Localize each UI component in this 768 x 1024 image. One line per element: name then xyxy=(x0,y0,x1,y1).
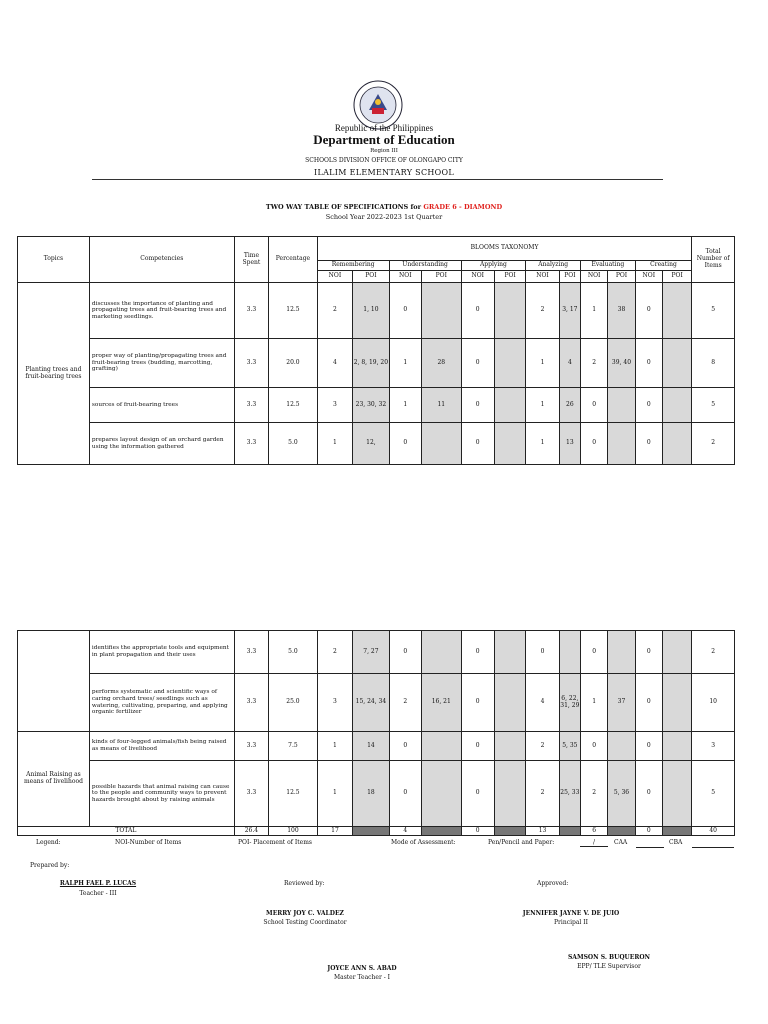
supervisor-title: EPP/ TLE Supervisor xyxy=(577,963,641,970)
header-divider xyxy=(92,179,663,180)
understanding-poi xyxy=(422,283,461,339)
total-analyzing: 13 xyxy=(526,827,559,836)
understanding-poi: 11 xyxy=(422,388,461,423)
pen-paper-mark: / xyxy=(580,839,608,847)
total-items: 2 xyxy=(692,631,735,674)
analyzing-noi: 1 xyxy=(526,339,559,388)
mode-of-assessment-label: Mode of Assessment: xyxy=(391,839,456,846)
time-spent: 3.3 xyxy=(234,339,268,388)
noi-col: NOI xyxy=(389,271,421,283)
poi-col: POI xyxy=(494,271,525,283)
pen-paper-label: Pen/Pencil and Paper: xyxy=(488,839,555,846)
topic-animal-raising: Animal Raising as means of livelihood xyxy=(18,732,90,827)
remembering-poi: 14 xyxy=(353,732,389,761)
remembering-noi: 2 xyxy=(317,283,352,339)
total-items-header: Total Number of Items xyxy=(692,237,735,283)
remembering-poi: 7, 27 xyxy=(353,631,389,674)
total-items: 5 xyxy=(692,388,735,423)
percentage: 5.0 xyxy=(269,631,318,674)
approver-title: Principal II xyxy=(554,919,588,926)
total-items: 40 xyxy=(692,827,735,836)
competency-text: possible hazards that animal raising can cause to the people and community ways to prevent hazards brought about by raising animals xyxy=(89,761,234,827)
preparer-title: Teacher - III xyxy=(79,890,117,897)
total-percentage: 100 xyxy=(269,827,318,836)
evaluating-poi xyxy=(608,732,635,761)
applying-noi: 0 xyxy=(461,423,494,465)
poi-col: POI xyxy=(353,271,389,283)
total-items: 2 xyxy=(692,423,735,465)
master-teacher-title: Master Teacher - I xyxy=(333,974,391,981)
topic-planting-trees: Planting trees and fruit-bearing trees xyxy=(18,283,90,465)
analyzing-noi: 2 xyxy=(526,732,559,761)
cba-label: CBA xyxy=(669,839,683,846)
percentage: 25.0 xyxy=(269,674,318,732)
time-spent: 3.3 xyxy=(234,732,268,761)
analyzing-poi: 6, 22, 31, 29 xyxy=(559,674,580,732)
understanding-poi xyxy=(422,761,461,827)
applying-poi xyxy=(494,388,525,423)
topics-header: Topics xyxy=(18,237,90,283)
total-poi-blank xyxy=(608,827,635,836)
remembering-noi: 4 xyxy=(317,339,352,388)
level-analyzing: Analyzing xyxy=(526,261,581,271)
blooms-header: BLOOMS TAXONOMY xyxy=(317,237,692,261)
analyzing-poi: 13 xyxy=(559,423,580,465)
level-creating: Creating xyxy=(635,261,692,271)
understanding-poi: 16, 21 xyxy=(422,674,461,732)
division-line: SCHOOLS DIVISION OFFICE OF OLONGAPO CITY xyxy=(305,157,463,164)
creating-noi: 0 xyxy=(635,283,662,339)
republic-line: Republic of the Philippines xyxy=(334,123,434,133)
applying-noi: 0 xyxy=(461,388,494,423)
understanding-poi xyxy=(422,631,461,674)
applying-poi xyxy=(494,674,525,732)
reviewer-name: MERRY JOY C. VALDEZ xyxy=(266,910,344,917)
level-applying: Applying xyxy=(461,261,526,271)
specifications-table-part2 xyxy=(17,630,735,836)
legend-poi: POI- Placement of Items xyxy=(238,839,312,846)
remembering-poi: 18 xyxy=(353,761,389,827)
evaluating-poi: 5, 36 xyxy=(608,761,635,827)
remembering-noi: 3 xyxy=(317,388,352,423)
understanding-poi xyxy=(422,423,461,465)
remembering-poi: 15, 24, 34 xyxy=(353,674,389,732)
evaluating-noi: 0 xyxy=(580,732,607,761)
evaluating-noi: 0 xyxy=(580,631,607,674)
competency-text: performs systematic and scientific ways of caring orchard trees/ seedlings such as watering, cultivating, preparing, and applying organic fertilizer xyxy=(89,674,234,732)
analyzing-poi: 4 xyxy=(559,339,580,388)
understanding-noi: 0 xyxy=(389,423,421,465)
creating-poi xyxy=(662,388,691,423)
evaluating-noi: 1 xyxy=(580,674,607,732)
competency-row xyxy=(18,339,735,388)
total-time: 26.4 xyxy=(234,827,268,836)
competency-text: prepares layout design of an orchard garden using the information gathered xyxy=(89,423,234,465)
understanding-noi: 0 xyxy=(389,761,421,827)
noi-col: NOI xyxy=(635,271,662,283)
total-creating: 0 xyxy=(635,827,662,836)
noi-col: NOI xyxy=(317,271,352,283)
evaluating-noi: 0 xyxy=(580,423,607,465)
total-poi-blank xyxy=(353,827,389,836)
analyzing-poi: 5, 35 xyxy=(559,732,580,761)
analyzing-noi: 0 xyxy=(526,631,559,674)
percentage: 12.5 xyxy=(269,761,318,827)
competency-row xyxy=(18,631,735,674)
creating-noi: 0 xyxy=(635,423,662,465)
evaluating-poi: 39, 40 xyxy=(608,339,635,388)
evaluating-noi: 0 xyxy=(580,388,607,423)
understanding-noi: 1 xyxy=(389,339,421,388)
total-poi-blank xyxy=(559,827,580,836)
analyzing-poi xyxy=(559,631,580,674)
noi-col: NOI xyxy=(461,271,494,283)
legend-noi: NOI-Number of Items xyxy=(115,839,182,846)
reviewed-by-label: Reviewed by: xyxy=(284,880,325,887)
evaluating-poi: 37 xyxy=(608,674,635,732)
analyzing-poi: 26 xyxy=(559,388,580,423)
creating-noi: 0 xyxy=(635,732,662,761)
remembering-poi: 12, xyxy=(353,423,389,465)
competency-row xyxy=(18,388,735,423)
applying-noi: 0 xyxy=(461,283,494,339)
region-line: Region III xyxy=(370,148,398,154)
applying-poi xyxy=(494,423,525,465)
school-name: ILALIM ELEMENTARY SCHOOL xyxy=(314,168,454,177)
analyzing-poi: 3, 17 xyxy=(559,283,580,339)
understanding-noi: 0 xyxy=(389,283,421,339)
percentage: 12.5 xyxy=(269,388,318,423)
applying-poi xyxy=(494,339,525,388)
percentage: 7.5 xyxy=(269,732,318,761)
understanding-noi: 2 xyxy=(389,674,421,732)
poi-col: POI xyxy=(422,271,461,283)
tos-grade: GRADE 6 - DIAMOND xyxy=(423,203,503,211)
time-spent: 3.3 xyxy=(234,283,268,339)
master-teacher-name: JOYCE ANN S. ABAD xyxy=(327,965,397,972)
creating-noi: 0 xyxy=(635,761,662,827)
percentage-header: Percentage xyxy=(269,237,318,283)
remembering-noi: 1 xyxy=(317,761,352,827)
creating-noi: 0 xyxy=(635,388,662,423)
topic-continued-blank xyxy=(18,631,90,732)
competency-row xyxy=(18,283,735,339)
noi-col: NOI xyxy=(526,271,559,283)
remembering-noi: 1 xyxy=(317,423,352,465)
competency-row xyxy=(18,674,735,732)
legend-label: Legend: xyxy=(36,839,61,846)
poi-col: POI xyxy=(559,271,580,283)
analyzing-noi: 2 xyxy=(526,283,559,339)
competency-text: sources of fruit-bearing trees xyxy=(89,388,234,423)
competency-text: identifies the appropriate tools and equipment in plant propagation and their uses xyxy=(89,631,234,674)
level-understanding: Understanding xyxy=(389,261,461,271)
prepared-by-label: Prepared by: xyxy=(30,862,70,869)
creating-poi xyxy=(662,761,691,827)
remembering-noi: 2 xyxy=(317,631,352,674)
competency-text: kinds of four-legged animals/fish being raised as means of livelihood xyxy=(89,732,234,761)
creating-noi: 0 xyxy=(635,339,662,388)
supervisor-name: SAMSON S. BUQUERON xyxy=(567,954,651,961)
time-spent: 3.3 xyxy=(234,631,268,674)
approver-name: JENNIFER JAYNE V. DE JUIO xyxy=(522,910,620,917)
department-title: Department of Education xyxy=(313,132,455,147)
tos-title xyxy=(0,203,768,211)
total-poi-blank xyxy=(422,827,461,836)
caa-label: CAA xyxy=(614,839,628,846)
understanding-noi: 0 xyxy=(389,631,421,674)
caa-blank xyxy=(636,839,664,848)
total-remembering: 17 xyxy=(317,827,352,836)
remembering-poi: 23, 30, 32 xyxy=(353,388,389,423)
total-applying: 0 xyxy=(461,827,494,836)
creating-noi: 0 xyxy=(635,674,662,732)
poi-col: POI xyxy=(662,271,691,283)
cba-blank xyxy=(692,839,734,848)
remembering-poi: 2, 8, 19, 20 xyxy=(353,339,389,388)
creating-poi xyxy=(662,283,691,339)
understanding-noi: 0 xyxy=(389,732,421,761)
creating-poi xyxy=(662,423,691,465)
evaluating-poi xyxy=(608,631,635,674)
applying-noi: 0 xyxy=(461,339,494,388)
analyzing-noi: 2 xyxy=(526,761,559,827)
analyzing-poi: 25, 33 xyxy=(559,761,580,827)
specifications-table-part1 xyxy=(17,236,735,465)
competency-text: discusses the importance of planting and propagating trees and fruit-bearing trees and marketing seedlings. xyxy=(89,283,234,339)
creating-poi xyxy=(662,674,691,732)
total-poi-blank xyxy=(494,827,525,836)
analyzing-noi: 1 xyxy=(526,388,559,423)
school-year: School Year 2022-2023 1st Quarter xyxy=(325,213,443,221)
total-items: 5 xyxy=(692,761,735,827)
level-evaluating: Evaluating xyxy=(580,261,635,271)
creating-poi xyxy=(662,732,691,761)
applying-noi: 0 xyxy=(461,631,494,674)
poi-col: POI xyxy=(608,271,635,283)
analyzing-noi: 4 xyxy=(526,674,559,732)
analyzing-noi: 1 xyxy=(526,423,559,465)
noi-col: NOI xyxy=(580,271,607,283)
level-remembering: Remembering xyxy=(317,261,389,271)
competency-row xyxy=(18,761,735,827)
applying-noi: 0 xyxy=(461,674,494,732)
evaluating-poi xyxy=(608,388,635,423)
reviewer-title: School Testing Coordinator xyxy=(263,919,347,926)
evaluating-poi xyxy=(608,423,635,465)
percentage: 5.0 xyxy=(269,423,318,465)
competency-row xyxy=(18,423,735,465)
applying-noi: 0 xyxy=(461,761,494,827)
evaluating-poi: 38 xyxy=(608,283,635,339)
total-label: TOTAL xyxy=(18,827,235,836)
percentage: 12.5 xyxy=(269,283,318,339)
time-spent: 3.3 xyxy=(234,674,268,732)
total-items: 3 xyxy=(692,732,735,761)
creating-poi xyxy=(662,631,691,674)
applying-poi xyxy=(494,283,525,339)
preparer-name: RALPH FAEL P. LUCAS xyxy=(59,880,137,887)
understanding-poi xyxy=(422,732,461,761)
applying-poi xyxy=(494,761,525,827)
competencies-header: Competencies xyxy=(89,237,234,283)
remembering-noi: 1 xyxy=(317,732,352,761)
total-poi-blank xyxy=(662,827,691,836)
time-spent-header: Time Spent xyxy=(234,237,268,283)
time-spent: 3.3 xyxy=(234,423,268,465)
applying-poi xyxy=(494,732,525,761)
competency-text: proper way of planting/propagating trees and fruit-bearing trees (budding, marcotting, grafting) xyxy=(89,339,234,388)
remembering-noi: 3 xyxy=(317,674,352,732)
understanding-noi: 1 xyxy=(389,388,421,423)
applying-noi: 0 xyxy=(461,732,494,761)
total-items: 5 xyxy=(692,283,735,339)
totals-row xyxy=(18,827,735,836)
creating-poi xyxy=(662,339,691,388)
time-spent: 3.3 xyxy=(234,388,268,423)
evaluating-noi: 2 xyxy=(580,339,607,388)
percentage: 20.0 xyxy=(269,339,318,388)
remembering-poi: 1, 10 xyxy=(353,283,389,339)
creating-noi: 0 xyxy=(635,631,662,674)
evaluating-noi: 1 xyxy=(580,283,607,339)
understanding-poi: 28 xyxy=(422,339,461,388)
total-evaluating: 6 xyxy=(580,827,607,836)
competency-row xyxy=(18,732,735,761)
evaluating-noi: 2 xyxy=(580,761,607,827)
time-spent: 3.3 xyxy=(234,761,268,827)
total-understanding: 4 xyxy=(389,827,421,836)
total-items: 10 xyxy=(692,674,735,732)
total-items: 8 xyxy=(692,339,735,388)
tos-prefix: TWO WAY TABLE OF SPECIFICATIONS for xyxy=(265,203,422,211)
approved-label: Approved: xyxy=(537,880,569,887)
applying-poi xyxy=(494,631,525,674)
